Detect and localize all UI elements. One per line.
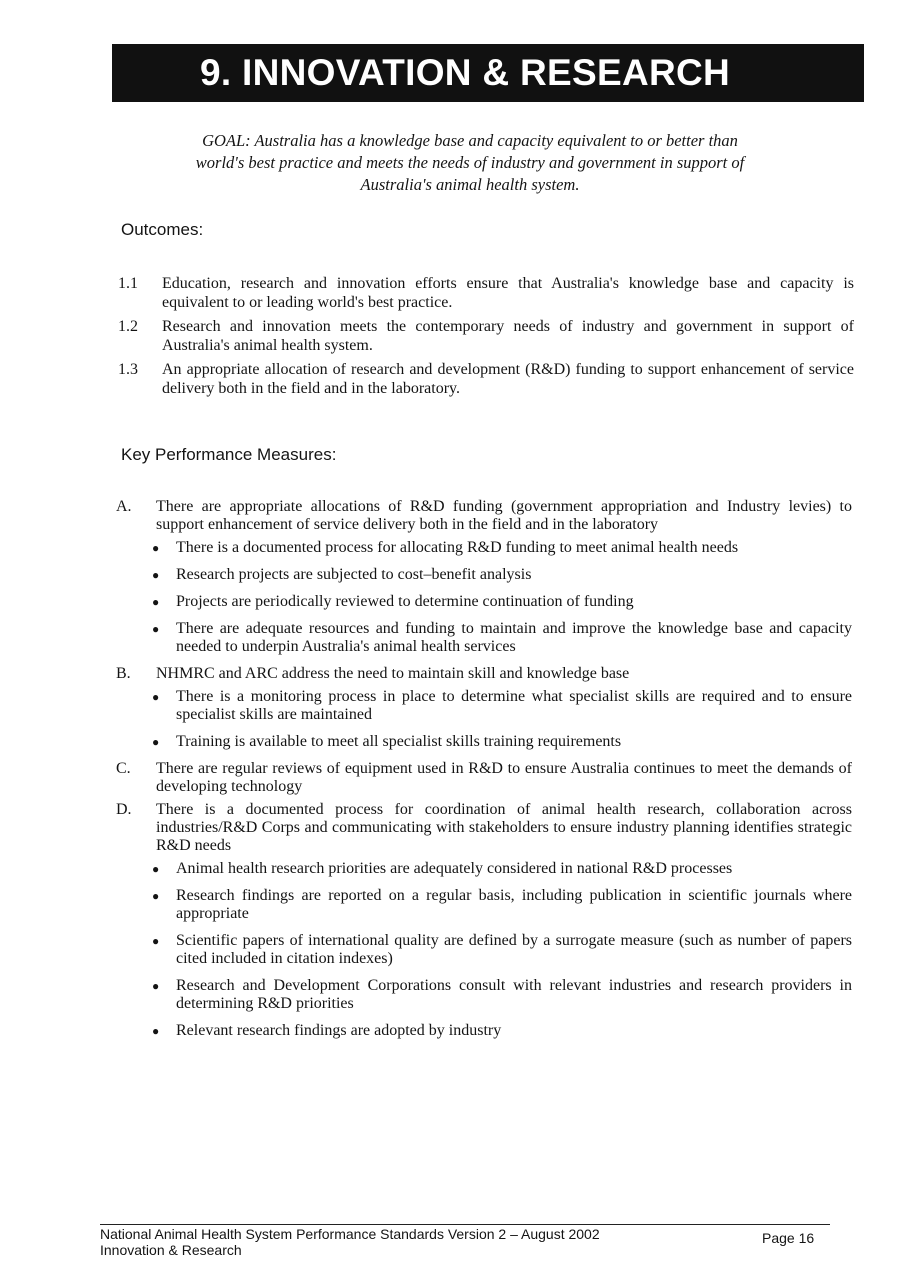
outcomes-heading: Outcomes: — [121, 220, 204, 239]
bullet-icon: ● — [152, 541, 160, 555]
bullet-item — [152, 593, 852, 611]
bullet-text: Scientific papers of international quality are defined by a surrogate measure (such as number of papers cited included in citation indexes) — [176, 932, 852, 967]
kpm-letter: D. — [116, 801, 132, 818]
footer-section-name: Innovation & Research — [100, 1242, 242, 1258]
bullet-icon: ● — [152, 735, 160, 749]
bullet-icon: ● — [152, 622, 160, 636]
outcome-text: Education, research and innovation efforts ensure that Australia's knowledge base and capacity is equivalent to or leading world's best practice. — [162, 275, 854, 311]
bullet-item — [152, 1022, 852, 1040]
bullet-item — [152, 733, 852, 751]
bullet-icon: ● — [152, 934, 160, 948]
bullet-text: There is a documented process for allocating R&D funding to meet animal health needs — [176, 539, 739, 556]
bullet-item — [152, 887, 852, 923]
bullet-text: Projects are periodically reviewed to determine continuation of funding — [176, 593, 634, 610]
section-banner: 9. INNOVATION & RESEARCH — [112, 44, 864, 102]
bullet-icon: ● — [152, 979, 160, 993]
bullet-text: Research projects are subjected to cost–benefit analysis — [176, 566, 532, 583]
kpm-item — [112, 801, 852, 855]
outcome-item — [118, 274, 854, 312]
kpm-text: There is a documented process for coordination of animal health research, collaboration across industries/R&D Corps and communicating with stakeholders to ensure industry planning identifies strategic R&D needs — [156, 801, 852, 854]
bullet-icon: ● — [152, 1024, 160, 1038]
kpm-bullets — [152, 539, 852, 656]
kpm-heading: Key Performance Measures: — [121, 445, 337, 464]
bullet-item — [152, 977, 852, 1013]
footer-document-title: National Animal Health System Performance Standards Version 2 – August 2002 — [100, 1226, 600, 1242]
bullet-icon: ● — [152, 568, 160, 582]
goal-statement: GOAL: Australia has a knowledge base and capacity equivalent to or better than world's best practice and meets the needs of industry and government in support of Australia's animal health system. — [195, 131, 745, 194]
bullet-item — [152, 860, 852, 878]
kpm-bullets — [152, 688, 852, 751]
outcome-number: 1.3 — [118, 361, 138, 378]
footer-text — [100, 1226, 600, 1258]
outcomes-list — [118, 274, 854, 403]
bullet-text: There is a monitoring process in place to determine what specialist skills are required and to ensure specialist skills are maintained — [176, 688, 852, 723]
kpm-list — [112, 498, 852, 1049]
kpm-text: There are appropriate allocations of R&D funding (government appropriation and Industry levies) to support enhancement of service delivery both in the field and in the laboratory — [156, 498, 852, 533]
bullet-text: Training is available to meet all specialist skills training requirements — [176, 733, 622, 750]
bullet-item — [152, 566, 852, 584]
kpm-text: NHMRC and ARC address the need to maintain skill and knowledge base — [156, 665, 630, 682]
bullet-icon: ● — [152, 690, 160, 704]
kpm-letter: C. — [116, 760, 131, 777]
kpm-letter: A. — [116, 498, 132, 515]
bullet-item — [152, 620, 852, 656]
kpm-text: There are regular reviews of equipment used in R&D to ensure Australia continues to meet the demands of developing technology — [156, 760, 852, 795]
bullet-item — [152, 932, 852, 968]
kpm-bullets — [152, 860, 852, 1040]
bullet-text: Research and Development Corporations consult with relevant industries and research providers in determining R&D priorities — [176, 977, 852, 1012]
outcome-number: 1.2 — [118, 318, 138, 335]
kpm-item — [112, 498, 852, 534]
outcome-number: 1.1 — [118, 275, 138, 292]
kpm-item — [112, 760, 852, 796]
bullet-text: Animal health research priorities are adequately considered in national R&D processes — [176, 860, 733, 877]
outcome-item — [118, 317, 854, 355]
outcome-text: An appropriate allocation of research and development (R&D) funding to support enhancement of service delivery both in the field and in the laboratory. — [162, 361, 854, 397]
footer-divider — [100, 1224, 830, 1225]
bullet-item — [152, 688, 852, 724]
bullet-icon: ● — [152, 862, 160, 876]
outcome-item — [118, 360, 854, 398]
bullet-text: There are adequate resources and funding to maintain and improve the knowledge base and capacity needed to underpin Australia's animal health services — [176, 620, 852, 655]
page-number: Page 16 — [762, 1230, 815, 1246]
bullet-item — [152, 539, 852, 557]
bullet-text: Relevant research findings are adopted by industry — [176, 1022, 502, 1039]
outcome-text: Research and innovation meets the contemporary needs of industry and government in support of Australia's animal health system. — [162, 318, 854, 354]
bullet-icon: ● — [152, 595, 160, 609]
kpm-item — [112, 665, 852, 683]
kpm-letter: B. — [116, 665, 131, 682]
bullet-icon: ● — [152, 889, 160, 903]
bullet-text: Research findings are reported on a regular basis, including publication in scientific journals where appropriate — [176, 887, 852, 922]
